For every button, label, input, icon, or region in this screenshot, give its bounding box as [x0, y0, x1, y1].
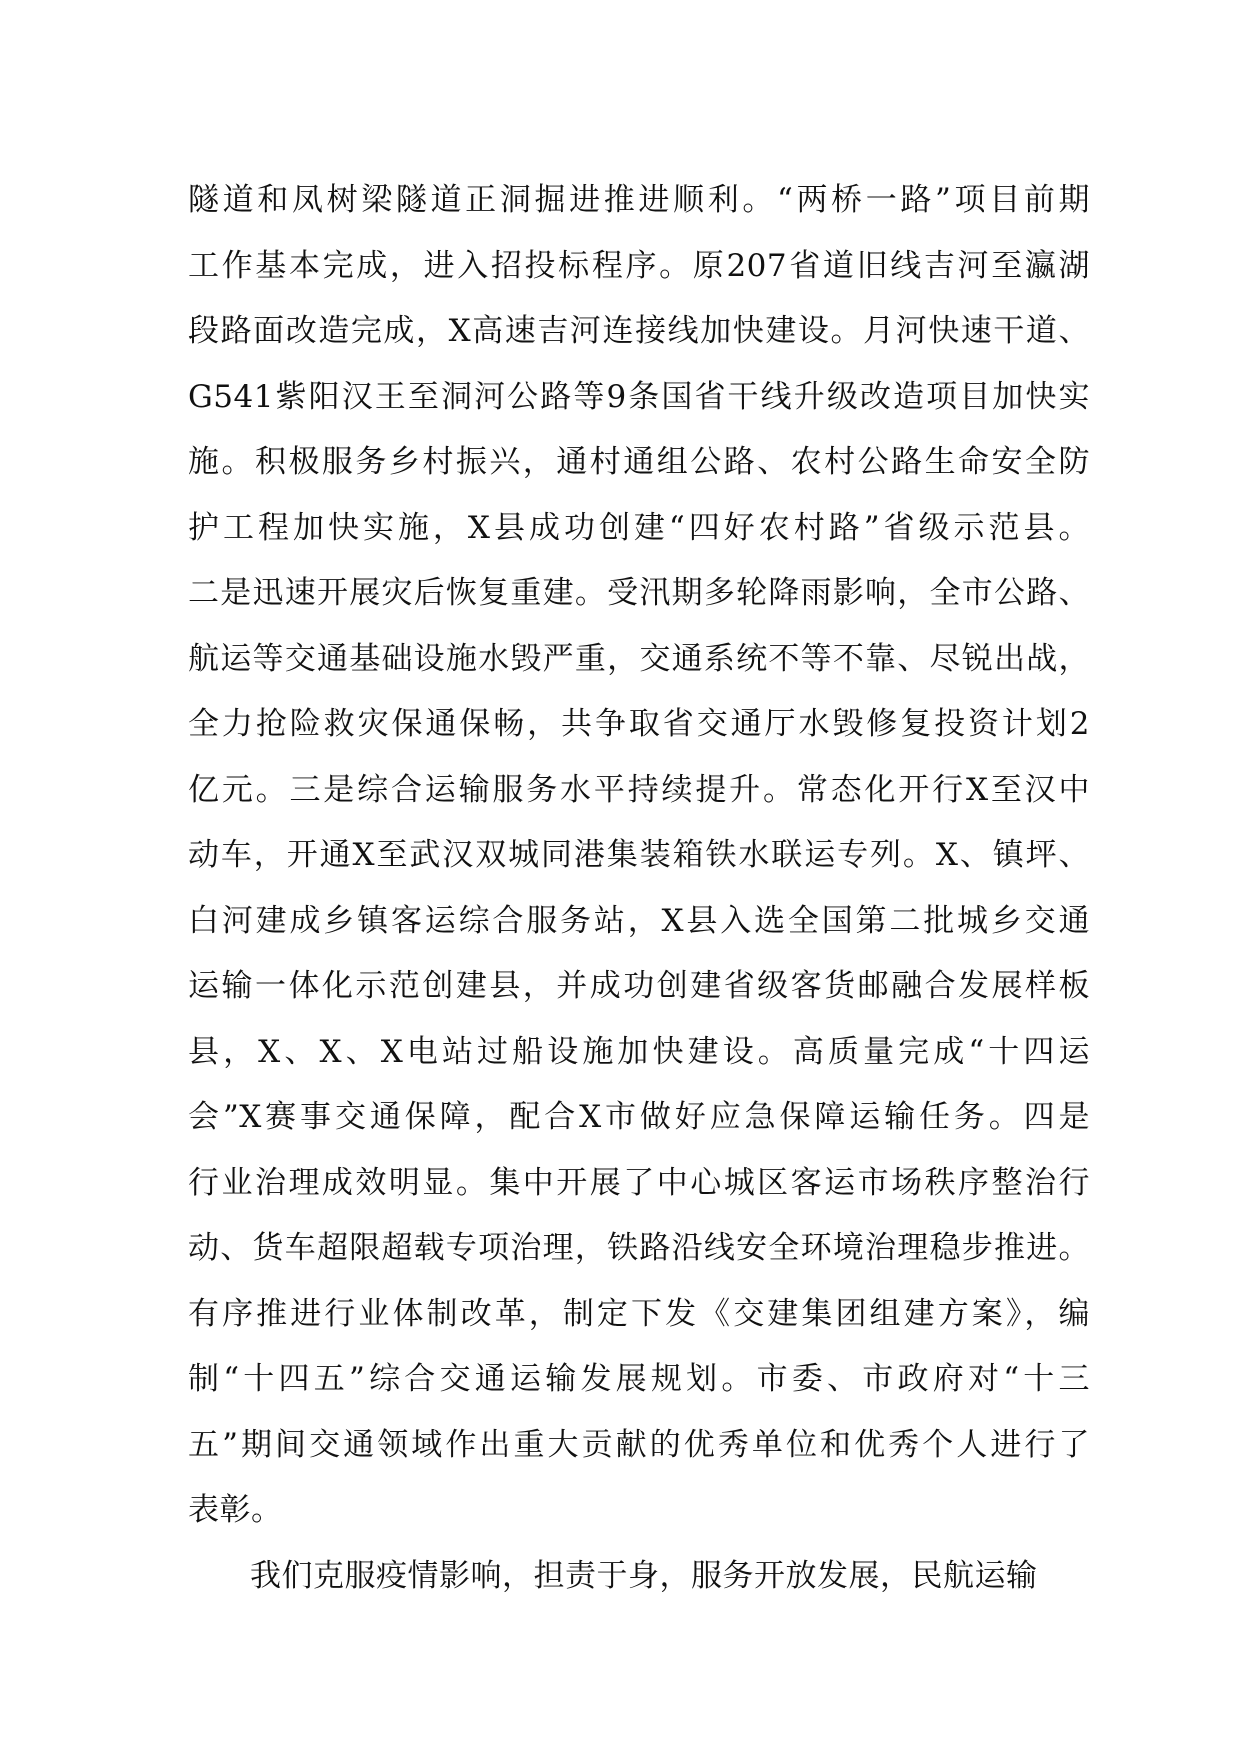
text-line: 动、货车超限超载专项治理，铁路沿线安全环境治理稳步推进。: [188, 1230, 1090, 1266]
text-line: 县，X、X、X电站过船设施加快建设。高质量完成“十四运: [188, 1033, 1090, 1070]
text-line: 护工程加快实施，X县成功创建“四好农村路”省级示范县。: [188, 509, 1090, 546]
text-line: 全力抢险救灾保通保畅，共争取省交通厅水毁修复投资计划2: [188, 706, 1090, 742]
text-line: 工作基本完成，进入招投标程序。原207省道旧线吉河至瀛湖: [188, 247, 1090, 284]
text-line: 白河建成乡镇客运综合服务站，X县入选全国第二批城乡交通: [188, 902, 1090, 939]
text-line: 段路面改造完成，X高速吉河连接线加快建设。月河快速干道、: [188, 313, 1090, 349]
text-line: 五”期间交通领域作出重大贡献的优秀单位和优秀个人进行了: [188, 1426, 1090, 1463]
paragraph-2: [188, 1544, 1090, 1610]
text-line: 我们克服疫情影响，担责于身，服务开放发展，民航运输: [250, 1557, 1038, 1594]
text-line: 施。积极服务乡村振兴，通村通组公路、农村公路生命安全防: [188, 444, 1090, 480]
text-line: 亿元。三是综合运输服务水平持续提升。常态化开行X至汉中: [188, 771, 1090, 808]
text-line: 行业治理成效明显。集中开展了中心城区客运市场秩序整治行: [188, 1164, 1090, 1201]
text-line: G541紫阳汉王至洞河公路等9条国省干线升级改造项目加快实: [188, 378, 1090, 415]
text-line: 动车，开通X至武汉双城同港集装箱铁水联运专列。X、镇坪、: [188, 837, 1090, 873]
paragraph-1: [188, 168, 1090, 1544]
text-line: 运输一体化示范创建县，并成功创建省级客货邮融合发展样板: [188, 968, 1090, 1004]
text-line: 二是迅速开展灾后恢复重建。受汛期多轮降雨影响，全市公路、: [188, 575, 1090, 611]
text-line: 表彰。: [188, 1492, 283, 1528]
document-body: [188, 168, 1090, 1609]
text-line: 航运等交通基础设施水毁严重，交通系统不等不靠、尽锐出战，: [188, 640, 1090, 677]
text-line: 有序推进行业体制改革，制定下发《交建集团组建方案》，编: [188, 1295, 1090, 1332]
text-line: 制“十四五”综合交通运输发展规划。市委、市政府对“十三: [188, 1361, 1090, 1397]
text-line: 会”X赛事交通保障，配合X市做好应急保障运输任务。四是: [188, 1099, 1090, 1135]
text-line: 隧道和凤树梁隧道正洞掘进推进顺利。“两桥一路”项目前期: [188, 182, 1090, 218]
